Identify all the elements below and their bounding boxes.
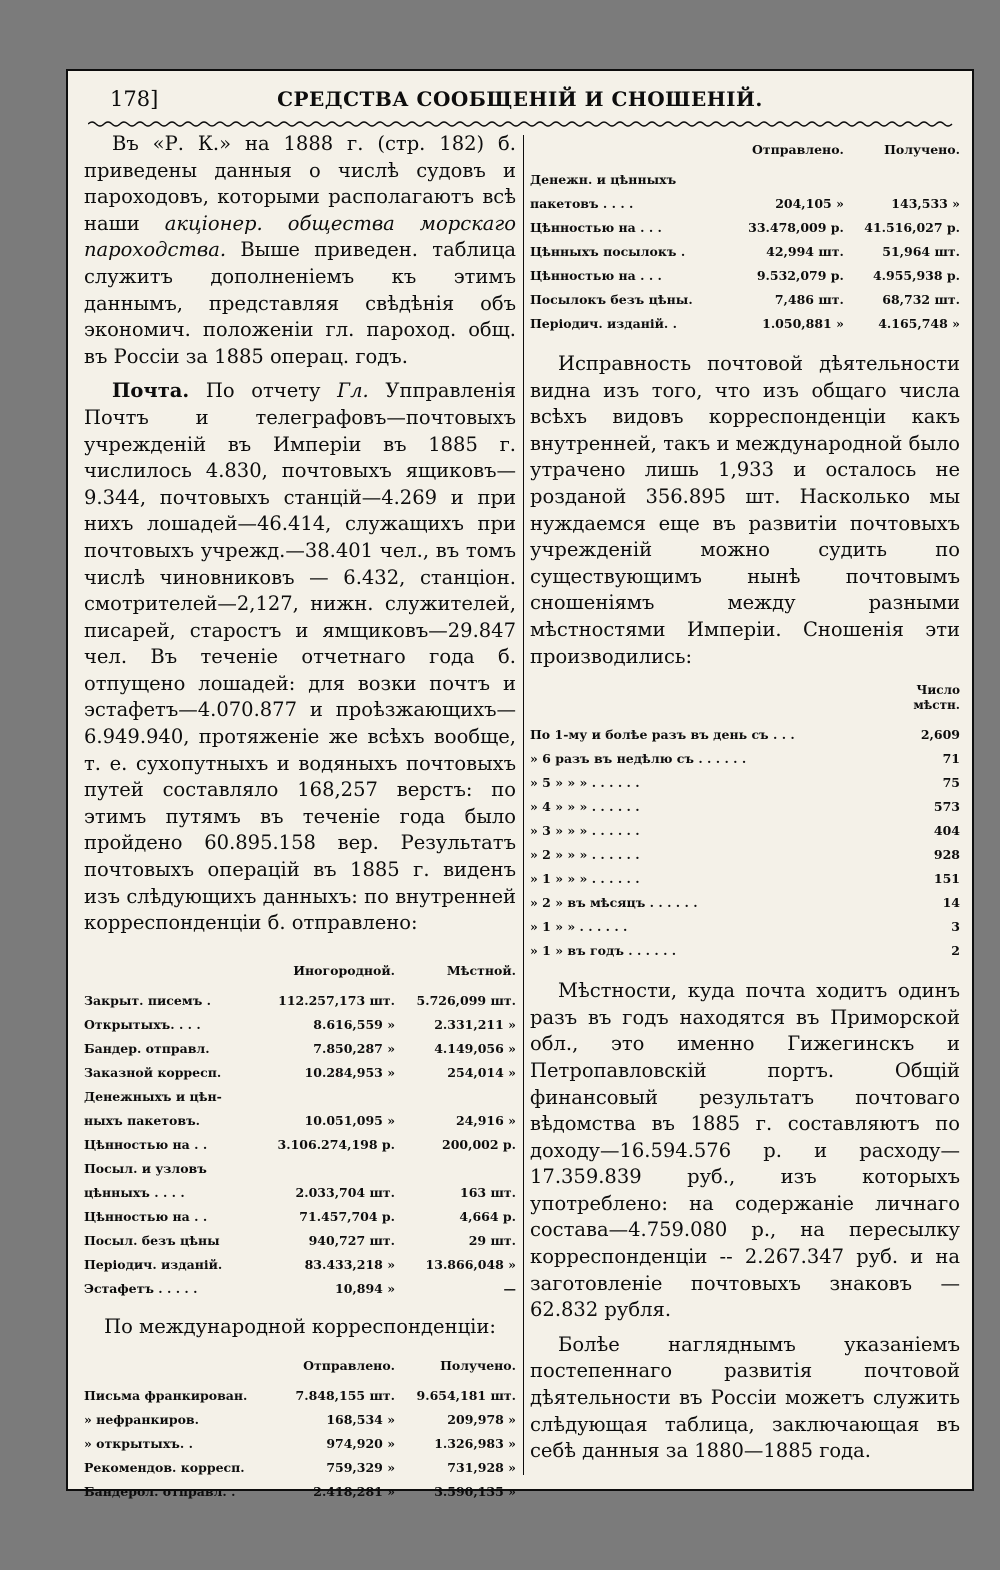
row-value: 29 шт. bbox=[468, 1233, 516, 1249]
row-label: » 1 » » » . . . . . . bbox=[530, 870, 640, 886]
row-value: 4,664 р. bbox=[459, 1209, 516, 1225]
row-value: 404 bbox=[933, 822, 960, 838]
row-label: Открытыхъ. . . . bbox=[84, 1017, 201, 1033]
row-label: цѣнныхъ . . . . bbox=[84, 1185, 185, 1201]
page-number: 178] bbox=[110, 87, 159, 111]
table-row bbox=[84, 1432, 516, 1456]
decorative-rule bbox=[88, 119, 954, 129]
row-value: 209,978 » bbox=[447, 1412, 516, 1428]
row-value: 759,329 » bbox=[326, 1460, 396, 1476]
table-row bbox=[84, 1480, 516, 1504]
row-label: Цѣнностью на . . bbox=[84, 1209, 208, 1225]
row-value: 168,534 » bbox=[326, 1412, 396, 1428]
row-value: 68,732 шт. bbox=[882, 291, 960, 307]
row-value: 7,486 шт. bbox=[774, 291, 844, 307]
row-value: 71 bbox=[942, 750, 960, 766]
domestic-correspondence-table bbox=[84, 953, 516, 1301]
row-value: 2,609 bbox=[920, 726, 960, 742]
row-value: 8.616,559 » bbox=[313, 1017, 396, 1033]
column-header: Получено. bbox=[884, 141, 960, 157]
row-label: Цѣнностью на . . . bbox=[530, 267, 662, 283]
running-title: СРЕДСТВА СООБЩЕНІЙ И СНОШЕНІЙ. bbox=[277, 87, 763, 111]
paragraph-text: Въ «Р. К.» на 1888 г. (стр. 182) б. приведены данныя о числѣ судовъ и пароходовъ, которыми располагаютъ всѣ наши bbox=[84, 132, 516, 235]
row-value bbox=[395, 1157, 516, 1181]
row-label: » 5 » » » . . . . . . bbox=[530, 774, 640, 790]
row-value bbox=[257, 1157, 395, 1181]
column-header: Отправлено. bbox=[751, 141, 844, 157]
row-value: 51,964 шт. bbox=[882, 243, 960, 259]
column-header: Получено. bbox=[440, 1358, 516, 1374]
row-label: Посыл. и узловъ bbox=[84, 1161, 207, 1177]
row-label: Цѣнныхъ посылокъ . bbox=[530, 243, 686, 259]
row-value: 151 bbox=[933, 870, 960, 886]
table-header bbox=[530, 131, 960, 167]
row-value: 7.848,155 шт. bbox=[295, 1388, 396, 1404]
left-column bbox=[84, 131, 516, 1504]
table-row bbox=[84, 1133, 516, 1157]
table-row bbox=[530, 746, 960, 770]
table-row bbox=[84, 1061, 516, 1085]
row-label: » 6 разъ въ недѣлю съ . . . . . . bbox=[530, 750, 747, 766]
row-value: 7.850,287 » bbox=[313, 1041, 396, 1057]
table-row bbox=[530, 215, 960, 239]
row-value bbox=[844, 167, 960, 191]
row-value: 940,727 шт. bbox=[308, 1233, 396, 1249]
table-row bbox=[530, 866, 960, 890]
row-value: 974,920 » bbox=[326, 1436, 396, 1452]
row-value: 112.257,173 шт. bbox=[278, 993, 396, 1009]
italic-phrase: Гл. bbox=[337, 379, 369, 403]
table-row bbox=[530, 938, 960, 962]
row-label: Бандер. отправл. bbox=[84, 1041, 210, 1057]
row-value: 10,894 » bbox=[335, 1281, 396, 1297]
paragraph-text: По отчету bbox=[189, 379, 338, 403]
row-label: Денежн. и цѣнныхъ bbox=[530, 171, 677, 187]
row-label: Денежныхъ и цѣн- bbox=[84, 1089, 222, 1105]
italic-phrase: акціонер. общества морскаго пароходства. bbox=[84, 211, 516, 262]
row-label: По 1-му и болѣе разъ въ день съ . . . bbox=[530, 726, 795, 742]
row-value: 143,533 » bbox=[891, 195, 960, 211]
row-label: Періодич. изданій. . bbox=[530, 315, 677, 331]
row-value: 42,994 шт. bbox=[766, 243, 844, 259]
row-label: » 1 » » . . . . . . bbox=[530, 918, 628, 934]
row-label: Эстафетъ . . . . . bbox=[84, 1281, 198, 1297]
table-row bbox=[530, 914, 960, 938]
row-label: ныхъ пакетовъ. bbox=[84, 1113, 201, 1129]
book-page bbox=[66, 69, 974, 1500]
table-row bbox=[84, 1384, 516, 1408]
table-row bbox=[530, 263, 960, 287]
table-row bbox=[84, 1456, 516, 1480]
row-value: 200,002 р. bbox=[442, 1137, 516, 1153]
row-value bbox=[257, 1085, 395, 1109]
row-label: » 2 » » » . . . . . . bbox=[530, 846, 640, 862]
table-row bbox=[84, 1181, 516, 1205]
column-divider bbox=[523, 135, 524, 1475]
row-value: 2 bbox=[951, 942, 960, 958]
international-correspondence-table bbox=[84, 1348, 516, 1504]
row-value: 10.284,953 » bbox=[304, 1065, 396, 1081]
row-value: 83.433,218 » bbox=[304, 1257, 396, 1273]
row-value bbox=[711, 167, 844, 191]
row-value: 1.326,983 » bbox=[434, 1436, 516, 1452]
row-label: Цѣнностью на . . . bbox=[530, 219, 662, 235]
row-value: 5.726,099 шт. bbox=[416, 993, 516, 1009]
table-row bbox=[530, 794, 960, 818]
paragraph-reliability: Исправность почтовой дѣятельности видна изъ того, что изъ общаго числа всѣхъ видовъ корреспонденціи какъ внутренней, такъ и международной было утрачено лишь 1,933 и осталось не розданой 356.895 шт. Насколько мы нуждаемся еще въ развитіи почтовыхъ учрежденій можно судить по существующимъ нынѣ почтовымъ сношеніямъ между разными мѣстностями Имперіи. Сношенія эти производились: bbox=[530, 352, 960, 668]
row-value: 3.106.274,198 р. bbox=[277, 1137, 396, 1153]
row-label: Рекомендов. корресп. bbox=[84, 1460, 245, 1476]
row-value: 204,105 » bbox=[775, 195, 844, 211]
row-label: » 1 » въ годъ . . . . . . bbox=[530, 942, 677, 958]
table-row bbox=[530, 287, 960, 311]
table-header bbox=[530, 674, 960, 722]
paragraph-finance: Мѣстности, куда почта ходитъ одинъ разъ въ годъ находятся въ Приморской обл., это именно Гижегинскъ и Петропавловскій портъ. Общій финансовый результатъ почтоваго вѣдомства въ 1885 г. составляютъ по доходу—16.594.576 р. и расходу—17.359.839 руб., изъ которыхъ употреблено: на содержаніе личнаго состава—4.759.080 р., на пересылку корреспонденціи -- 2.267.347 руб. и на заготовленіе почтовыхъ знаковъ — 62.832 рубля. bbox=[530, 979, 960, 1322]
column-header: Отправлено. bbox=[303, 1358, 396, 1374]
row-label: » 4 » » » . . . . . . bbox=[530, 798, 640, 814]
row-value: 163 шт. bbox=[460, 1185, 516, 1201]
table-row bbox=[84, 1157, 516, 1181]
row-value: 13.866,048 » bbox=[425, 1257, 516, 1273]
paragraph-text: Упправленія Почтъ и телеграфовъ—почтовыхъ учрежденій въ Имперіи въ 1885 г. числилось 4.830, почтовыхъ ящиковъ—9.344, почтовыхъ станцій—4.269 и при нихъ лошадей—46.414, служащихъ при почтовыхъ учрежд.—38.401 чел., въ томъ числѣ чиновниковъ — 6.432, станціон. смотрителей—2,127, нижн. служителей, писарей, старостъ и ямщиковъ—29.847 чел. Въ теченіе отчетнаго года б. отпущено лошадей: для возки почтъ и эстафетъ—4.070.877 и проѣзжающихъ—6.949.940, протяженіе же всѣхъ вообще, т. е. сухопутныхъ и водяныхъ почтовыхъ путей составляло 168,257 верстъ: по этимъ путямъ въ теченіе года было пройдено 60.895.158 вер. Результатъ почтовыхъ операцій въ 1885 г. виденъ изъ слѣдующихъ данныхъ: по внутренней корреспонденціи б. отправлено: bbox=[84, 379, 517, 935]
row-label: » нефранкиров. bbox=[84, 1412, 199, 1428]
row-value bbox=[395, 1085, 516, 1109]
row-value: 41.516,027 р. bbox=[864, 219, 960, 235]
table-row bbox=[84, 989, 516, 1013]
row-value: 731,928 » bbox=[447, 1460, 516, 1476]
table-row bbox=[84, 1408, 516, 1432]
row-label: » открытыхъ. . bbox=[84, 1436, 193, 1452]
column-header: Иногородной. bbox=[293, 963, 396, 979]
right-column bbox=[530, 131, 960, 1465]
row-label: Цѣнностью на . . bbox=[84, 1137, 208, 1153]
row-label: » 2 » въ мѣсяцъ . . . . . . bbox=[530, 894, 698, 910]
row-value: 4.149,056 » bbox=[434, 1041, 516, 1057]
row-value: 2.331,211 » bbox=[434, 1017, 516, 1033]
table-row bbox=[530, 770, 960, 794]
page-header bbox=[68, 87, 972, 117]
row-label: Закрыт. писемъ . bbox=[84, 993, 211, 1009]
international-subtitle: По международной корреспонденціи: bbox=[104, 1314, 496, 1338]
table-row bbox=[530, 890, 960, 914]
international-values-table bbox=[530, 131, 960, 335]
table-header bbox=[84, 1348, 516, 1384]
row-label: Періодич. изданій. bbox=[84, 1257, 223, 1273]
row-label: Письма франкирован. bbox=[84, 1388, 248, 1404]
table-row bbox=[530, 311, 960, 335]
column-header: Число мѣстн. bbox=[913, 683, 960, 713]
row-value: 10.051,095 » bbox=[304, 1113, 396, 1129]
row-value: 928 bbox=[933, 846, 960, 862]
table-row bbox=[84, 1013, 516, 1037]
row-value: 2.033,704 шт. bbox=[295, 1185, 396, 1201]
table-row bbox=[84, 1037, 516, 1061]
table-row bbox=[84, 1253, 516, 1277]
section-lead: Почта. bbox=[112, 379, 190, 403]
row-value: 2.418,281 » bbox=[313, 1484, 396, 1500]
row-value: 4.955,938 р. bbox=[872, 267, 960, 283]
paragraph-shipping bbox=[84, 131, 516, 370]
column-header: Мѣстной. bbox=[446, 963, 516, 979]
table-row bbox=[530, 167, 960, 191]
row-value: — bbox=[503, 1281, 516, 1297]
row-value: 75 bbox=[942, 774, 960, 790]
row-value: 3 bbox=[951, 918, 960, 934]
row-value: 71.457,704 р. bbox=[299, 1209, 396, 1225]
row-value: 1.050,881 » bbox=[762, 315, 844, 331]
row-label: Посыл. безъ цѣны bbox=[84, 1233, 220, 1249]
row-value: 24,916 » bbox=[455, 1113, 516, 1129]
row-label: Заказной корресп. bbox=[84, 1065, 222, 1081]
row-value: 9.654,181 шт. bbox=[416, 1388, 516, 1404]
row-value: 33.478,009 р. bbox=[748, 219, 844, 235]
table-row bbox=[84, 1277, 516, 1301]
table-header bbox=[84, 953, 516, 989]
table-row bbox=[530, 818, 960, 842]
row-label: » 3 » » » . . . . . . bbox=[530, 822, 640, 838]
row-value: 573 bbox=[933, 798, 960, 814]
row-value: 4.165,748 » bbox=[878, 315, 960, 331]
row-value: 254,014 » bbox=[447, 1065, 516, 1081]
table-row bbox=[530, 191, 960, 215]
table-row bbox=[84, 1229, 516, 1253]
table-row bbox=[530, 722, 960, 746]
row-value: 3.590,135 » bbox=[434, 1484, 516, 1500]
delivery-frequency-table bbox=[530, 674, 960, 962]
row-label: Бандерол. отправл. . bbox=[84, 1484, 236, 1500]
table-row bbox=[84, 1109, 516, 1133]
table-row bbox=[530, 842, 960, 866]
row-label: пакетовъ . . . . bbox=[530, 195, 634, 211]
paragraph-development: Болѣе нагляднымъ указаніемъ постепеннаго развитія почтовой дѣятельности въ Россіи можетъ служить слѣдующая таблица, заключающая въ себѣ данныя за 1880—1885 года. bbox=[530, 1332, 960, 1463]
table-row bbox=[84, 1085, 516, 1109]
paragraph-post bbox=[84, 378, 516, 936]
table-row bbox=[530, 239, 960, 263]
row-value: 9.532,079 р. bbox=[756, 267, 844, 283]
row-label: Посылокъ безъ цѣны. bbox=[530, 291, 693, 307]
paragraph-text: Выше приведен. таблица служитъ дополненіемъ къ этимъ даннымъ, представляя свѣдѣнія объ экономич. положеніи гл. пароход. общ. въ Россіи за 1885 операц. годъ. bbox=[84, 238, 516, 368]
table-row bbox=[84, 1205, 516, 1229]
row-value: 14 bbox=[942, 894, 960, 910]
